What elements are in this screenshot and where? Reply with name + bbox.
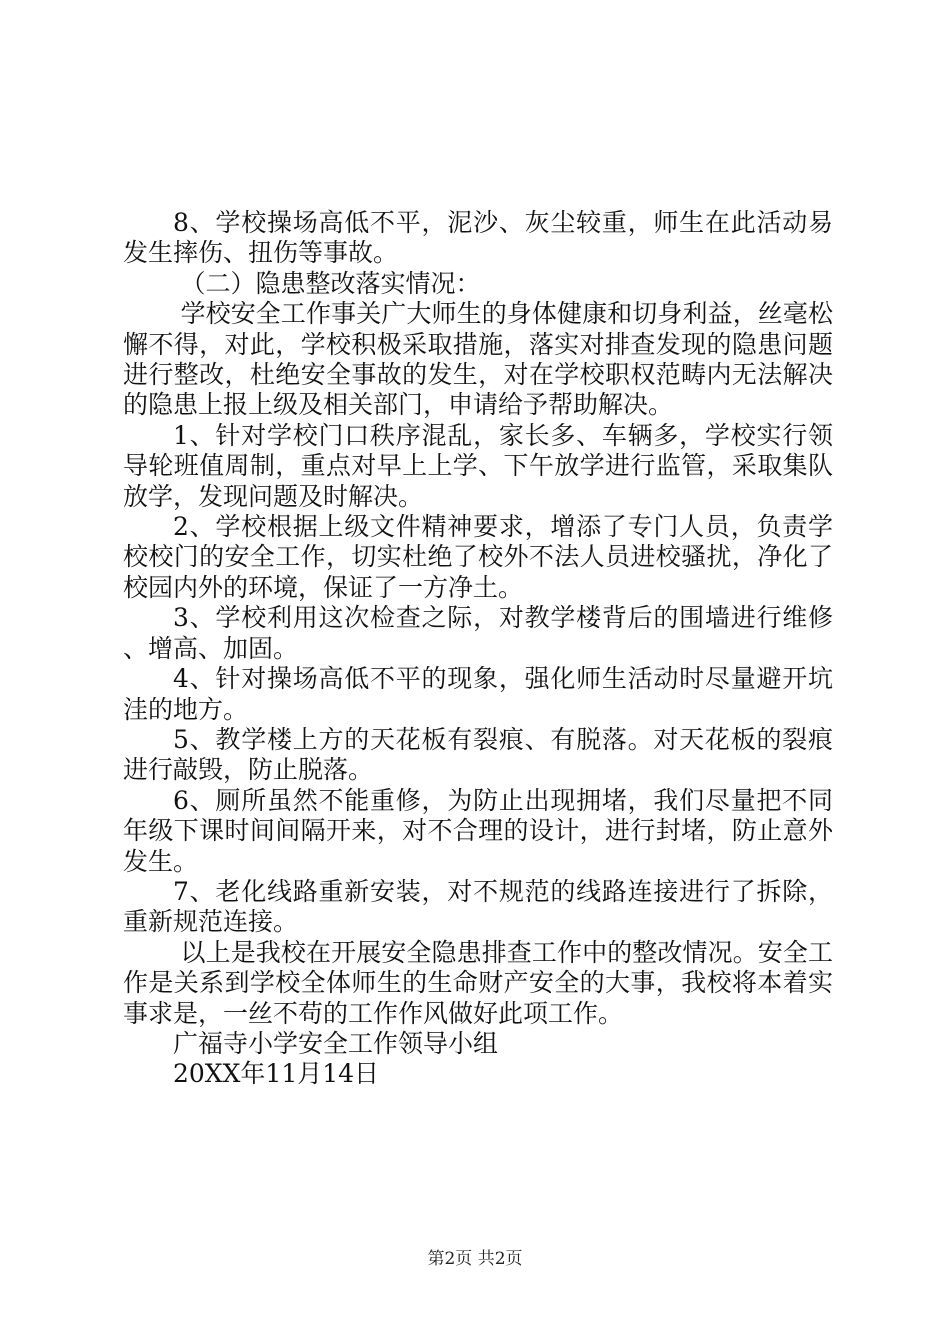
measure-6-paragraph: 6、厕所虽然不能重修，为防止出现拥堵，我们尽量把不同年级下课时间间隔开来，对不合理的设计，进行封堵，防止意外发生。 (123, 785, 833, 876)
measure-3-paragraph: 3、学校利用这次检查之际，对教学楼背后的围墙进行维修、增高、加固。 (123, 603, 833, 663)
conclusion-paragraph: 以上是我校在开展安全隐患排查工作中的整改情况。安全工作是关系到学校全体师生的生命财产安全的大事，我校将本着实事求是，一丝不苟的工作作风做好此项工作。 (123, 937, 833, 1028)
date-line: 20XX年11月14日 (173, 1059, 380, 1089)
measure-2-paragraph: 2、学校根据上级文件精神要求，增添了专门人员，负责学校校门的安全工作，切实杜绝了校外不法人员进校骚扰，净化了校园内外的环境，保证了一方净土。 (123, 512, 833, 602)
measure-4-paragraph: 4、针对操场高低不平的现象，强化师生活动时尽量避开坑洼的地方。 (123, 664, 833, 724)
measure-7-paragraph: 7、老化线路重新安装，对不规范的线路连接进行了拆除，重新规范连接。 (123, 876, 833, 937)
page-number-footer: 第2页 共2页 (427, 1249, 523, 1269)
measure-5-paragraph: 5、教学楼上方的天花板有裂痕、有脱落。对天花板的裂痕进行敲毁，防止脱落。 (123, 724, 833, 785)
measure-1-paragraph: 1、针对学校门口秩序混乱，家长多、车辆多，学校实行领导轮班值周制，重点对早上上学、下午放学进行监管，采取集队放学，发现问题及时解决。 (123, 420, 833, 511)
intro-paragraph: 学校安全工作事关广大师生的身体健康和切身利益，丝毫松懈不得，对此，学校积极采取措施，落实对排查发现的隐患问题进行整改，杜绝安全事故的发生，对在学校职权范畴内无法解决的隐患上报上级及相关部门，申请给予帮助解决。 (123, 299, 833, 420)
section-heading: （二）隐患整改落实情况： (180, 268, 481, 298)
signature-line: 广福寺小学安全工作领导小组 (173, 1028, 499, 1058)
document-body (123, 208, 833, 1090)
item-8-paragraph: 8、学校操场高低不平，泥沙、灰尘较重，师生在此活动易发生摔伤、扭伤等事故。 (123, 208, 833, 268)
